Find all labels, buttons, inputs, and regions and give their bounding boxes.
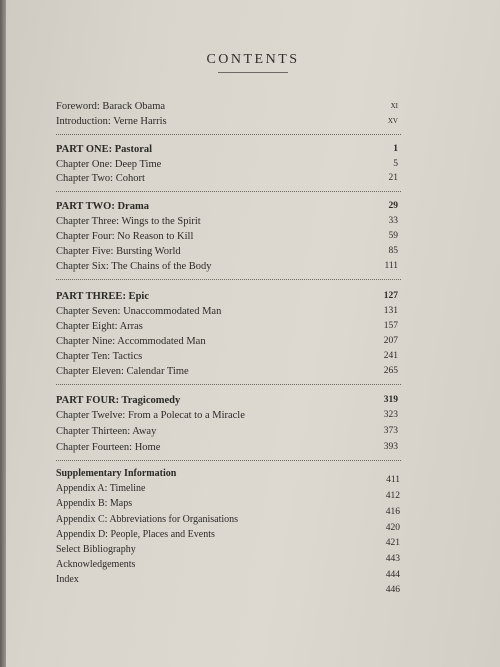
toc-part-three [56,289,396,304]
entry-page: xi [390,101,398,111]
entry-label: Select Bibliography [56,544,136,555]
entry-label: Appendix D: People, Places and Events [56,529,215,540]
toc-entry-chapter-6 [56,259,396,274]
toc-entry-chapter-12 [56,408,396,423]
entry-page: 29 [388,201,398,211]
contents-title: CONTENTS [206,52,300,67]
entry-label: Chapter Seven: Unaccommodated Man [56,306,222,317]
entry-label: Chapter Three: Wings to the Spirit [56,216,201,227]
entry-label: Chapter Six: The Chains of the Body [56,261,212,272]
toc-entry-acknowledgements [56,557,396,572]
toc-entry-appendix-d [56,527,396,542]
entry-label: Chapter Four: No Reason to Kill [56,231,194,242]
entry-page: 127 [383,291,398,301]
toc-entry-appendix-c [56,512,396,527]
entry-page: 59 [388,231,398,241]
supp-page-number: 443 [385,554,400,564]
toc-entry-chapter-14 [56,440,396,455]
section-divider [56,279,401,280]
toc-entry-introduction [56,114,396,129]
entry-page: 207 [383,336,398,346]
entry-page: 33 [388,216,398,226]
entry-label: Index [56,574,79,585]
toc-entry-chapter-13 [56,424,396,439]
toc-entry-chapter-11 [56,364,396,379]
toc-entry-chapter-4 [56,229,396,244]
section-divider [56,191,401,192]
entry-label: Chapter Five: Bursting World [56,246,181,257]
toc-entry-appendix-b [56,496,396,511]
part-heading: PART TWO: Drama [56,201,149,212]
entry-page: 85 [388,246,398,256]
supp-page-number: 446 [385,585,400,595]
entry-page: 265 [383,366,398,376]
entry-label: Chapter One: Deep Time [56,159,162,170]
supp-page-number: 421 [385,538,400,548]
toc-entry-bibliography [56,542,396,557]
entry-page: 1 [393,144,398,154]
toc-entry-chapter-2 [56,171,396,186]
entry-label: Chapter Thirteen: Away [56,426,157,437]
entry-page: 5 [393,159,398,169]
toc-supplementary-heading [56,466,396,481]
toc-entry-chapter-8 [56,319,396,334]
entry-label: Chapter Two: Cohort [56,173,145,184]
entry-label: Appendix B: Maps [56,498,133,509]
entry-page: xv [387,116,398,126]
part-heading: PART FOUR: Tragicomedy [56,395,181,406]
entry-page: 323 [383,410,398,420]
toc-entry-chapter-3 [56,214,396,229]
toc-part-four [56,393,396,408]
toc-entry-chapter-9 [56,334,396,349]
entry-label: Chapter Fourteen: Home [56,442,161,453]
entry-page: 131 [383,306,398,316]
part-heading: PART THREE: Epic [56,291,149,302]
toc-entry-chapter-5 [56,244,396,259]
entry-label: Chapter Twelve: From a Polecat to a Miracle [56,410,245,421]
entry-page: 241 [383,351,398,361]
entry-label: Chapter Eleven: Calendar Time [56,366,189,377]
entry-label: Appendix C: Abbreviations for Organisations [56,514,239,525]
entry-page: 373 [383,426,398,436]
supp-page-number: 411 [386,475,400,485]
entry-label: Acknowledgements [56,559,136,570]
entry-label: Introduction: Verne Harris [56,116,167,127]
section-heading: Supplementary Information [56,468,177,479]
toc-entry-appendix-a [56,481,396,496]
part-heading: PART ONE: Pastoral [56,144,153,155]
entry-page: 21 [388,173,398,183]
toc-entry-chapter-7 [56,304,396,319]
supp-page-number: 444 [385,570,400,580]
title-underline [218,72,288,73]
toc-entry-chapter-10 [56,349,396,364]
supp-page-number: 420 [385,523,400,533]
toc-part-one [56,142,396,157]
toc-part-two [56,199,396,214]
entry-label: Chapter Ten: Tactics [56,351,143,362]
supp-page-number: 412 [385,491,400,501]
entry-page: 319 [383,395,398,405]
supp-page-number: 416 [385,507,400,517]
section-divider [56,134,401,135]
entry-page: 393 [383,442,398,452]
section-divider [56,460,401,461]
section-divider [56,384,401,385]
book-page [6,0,500,667]
toc-entry-chapter-1 [56,157,396,172]
entry-page: 157 [383,321,398,331]
entry-label: Chapter Nine: Accommodated Man [56,336,206,347]
entry-label: Appendix A: Timeline [56,483,146,494]
entry-page: 111 [384,261,398,271]
toc-entry-index [56,572,396,587]
entry-label: Foreword: Barack Obama [56,101,166,112]
toc-entry-foreword [56,99,396,114]
entry-label: Chapter Eight: Arras [56,321,143,332]
